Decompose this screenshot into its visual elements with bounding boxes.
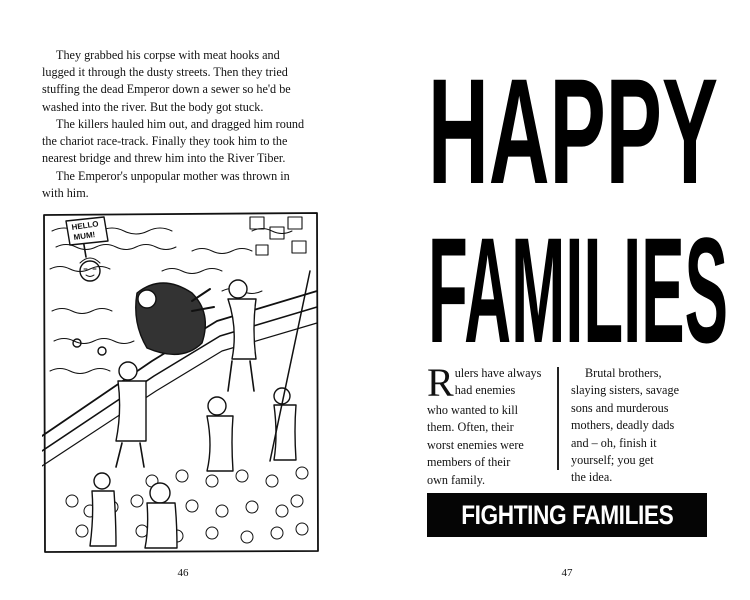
text-line: them. Often, their	[427, 420, 514, 435]
text-line: members of their	[427, 455, 511, 470]
text-line: Brutal brothers,	[585, 366, 662, 380]
text-line: ulers have always	[454, 366, 542, 380]
text-line: worst enemies were	[427, 437, 524, 452]
cartoon-illustration	[42, 211, 320, 554]
text-line: and – oh, finish it	[571, 435, 657, 450]
text-line: slaying sisters, savage	[571, 383, 679, 398]
right-page	[375, 0, 750, 600]
column-1	[427, 360, 545, 489]
chapter-title	[428, 30, 728, 348]
text-line: mothers, deadly dads	[571, 418, 675, 433]
text-line: sons and murderous	[571, 400, 669, 415]
text-line: who wanted to kill	[427, 403, 519, 417]
column-divider	[557, 367, 559, 470]
drop-cap: R	[427, 360, 454, 405]
sign-text-line-1: HELLO	[71, 219, 100, 232]
section-banner	[427, 493, 707, 537]
text-line: The killers hauled him out, and dragged him round	[56, 117, 305, 131]
text-line: stuffing the dead Emperor down a sewer so he'd be	[42, 82, 291, 97]
text-line: had enemies	[454, 383, 516, 398]
column-2	[571, 365, 691, 487]
section-banner-label: FIGHTING FAMILIES	[460, 499, 674, 530]
text-line: washed into the river. But the body got stuck.	[42, 99, 264, 114]
paragraph-1	[42, 47, 328, 116]
text-line: with him.	[42, 186, 89, 201]
text-line: own family.	[427, 472, 486, 487]
sign-text-line-2: MUM!	[73, 230, 96, 242]
text-line: yourself; you get	[571, 453, 654, 468]
paragraph-2	[42, 116, 328, 168]
title-line-happy: HAPPY	[428, 47, 718, 215]
text-line: nearest bridge and threw him into the River Tiber.	[42, 151, 286, 166]
text-line: lugged it through the dusty streets. Then they tried	[42, 65, 288, 80]
title-line-families: FAMILIES	[428, 206, 728, 348]
text-line: the chariot race-track. Finally they took him to the	[42, 134, 288, 149]
text-line: The Emperor's unpopular mother was thrown in	[56, 169, 290, 183]
text-line: They grabbed his corpse with meat hooks and	[56, 48, 280, 62]
paragraph-3	[42, 168, 328, 202]
page-number: 47	[561, 567, 573, 579]
page-number: 46	[177, 567, 189, 579]
text-line: the idea.	[571, 470, 613, 485]
